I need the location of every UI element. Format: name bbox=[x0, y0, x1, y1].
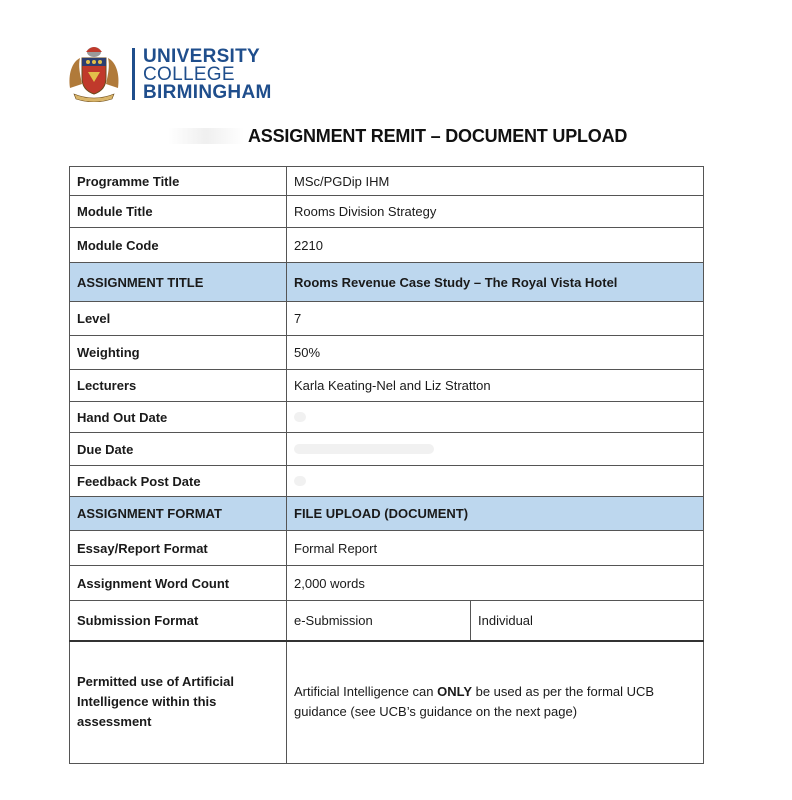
row-label: Programme Title bbox=[70, 167, 287, 196]
logo-line-college: COLLEGE bbox=[143, 64, 235, 85]
row-label: ASSIGNMENT TITLE bbox=[70, 263, 287, 302]
row-value: Formal Report bbox=[287, 531, 704, 566]
table-row bbox=[70, 336, 704, 370]
table-row bbox=[70, 566, 704, 601]
row-label: Submission Format bbox=[70, 601, 287, 641]
logo-line-birmingham: BIRMINGHAM bbox=[143, 82, 272, 103]
row-value-redacted bbox=[287, 466, 704, 497]
table-row bbox=[70, 196, 704, 228]
row-value-redacted bbox=[287, 433, 704, 466]
redacted-value bbox=[294, 412, 306, 422]
row-label: Lecturers bbox=[70, 370, 287, 402]
row-value: MSc/PGDip IHM bbox=[287, 167, 704, 196]
row-label: Feedback Post Date bbox=[70, 466, 287, 497]
row-label: Level bbox=[70, 302, 287, 336]
coat-of-arms-icon bbox=[66, 44, 122, 102]
row-label: ASSIGNMENT FORMAT bbox=[70, 497, 287, 531]
row-value-secondary: Individual bbox=[471, 601, 704, 641]
page-title: ASSIGNMENT REMIT – DOCUMENT UPLOAD bbox=[248, 126, 628, 146]
ai-policy-text-emphasis: ONLY bbox=[437, 684, 472, 700]
ai-policy-text-pre: Artificial Intelligence can bbox=[294, 684, 438, 700]
row-label: Module Title bbox=[70, 196, 287, 228]
table-row bbox=[70, 601, 704, 641]
row-value: 7 bbox=[287, 302, 704, 336]
row-value bbox=[287, 641, 704, 764]
table-row-highlight bbox=[70, 263, 704, 302]
table-row bbox=[70, 466, 704, 497]
row-value: Rooms Division Strategy bbox=[287, 196, 704, 228]
row-value: e-Submission bbox=[287, 601, 471, 641]
row-value: FILE UPLOAD (DOCUMENT) bbox=[287, 497, 704, 531]
logo-line-university: UNIVERSITY bbox=[143, 46, 261, 67]
row-label: Module Code bbox=[70, 228, 287, 263]
assignment-remit-table bbox=[69, 166, 704, 764]
row-value-redacted bbox=[287, 402, 704, 433]
row-value: 2210 bbox=[287, 228, 704, 263]
table-row bbox=[70, 531, 704, 566]
table-row-highlight bbox=[70, 497, 704, 531]
table-row bbox=[70, 167, 704, 196]
table-row bbox=[70, 402, 704, 433]
row-label: Permitted use of Artificial Intelligence within this assessment bbox=[70, 641, 287, 764]
table-row bbox=[70, 433, 704, 466]
redacted-value bbox=[294, 476, 306, 486]
university-logo bbox=[66, 44, 306, 104]
row-value: 50% bbox=[287, 336, 704, 370]
table-row bbox=[70, 302, 704, 336]
row-label: Essay/Report Format bbox=[70, 531, 287, 566]
logo-divider bbox=[132, 48, 135, 100]
row-label: Due Date bbox=[70, 433, 287, 466]
table-row bbox=[70, 228, 704, 263]
row-label: Assignment Word Count bbox=[70, 566, 287, 601]
row-value: Rooms Revenue Case Study – The Royal Vista Hotel bbox=[287, 263, 704, 302]
redacted-heading-prefix bbox=[168, 128, 244, 144]
redacted-value bbox=[294, 444, 434, 454]
row-label: Hand Out Date bbox=[70, 402, 287, 433]
row-value: Karla Keating-Nel and Liz Stratton bbox=[287, 370, 704, 402]
ai-policy-text-post: be used as per the formal UCB guidance (see UCB’s guidance on the next page) bbox=[294, 684, 655, 720]
row-value: 2,000 words bbox=[287, 566, 704, 601]
row-label: Weighting bbox=[70, 336, 287, 370]
table-row bbox=[70, 370, 704, 402]
table-row-ai-policy bbox=[70, 641, 704, 764]
